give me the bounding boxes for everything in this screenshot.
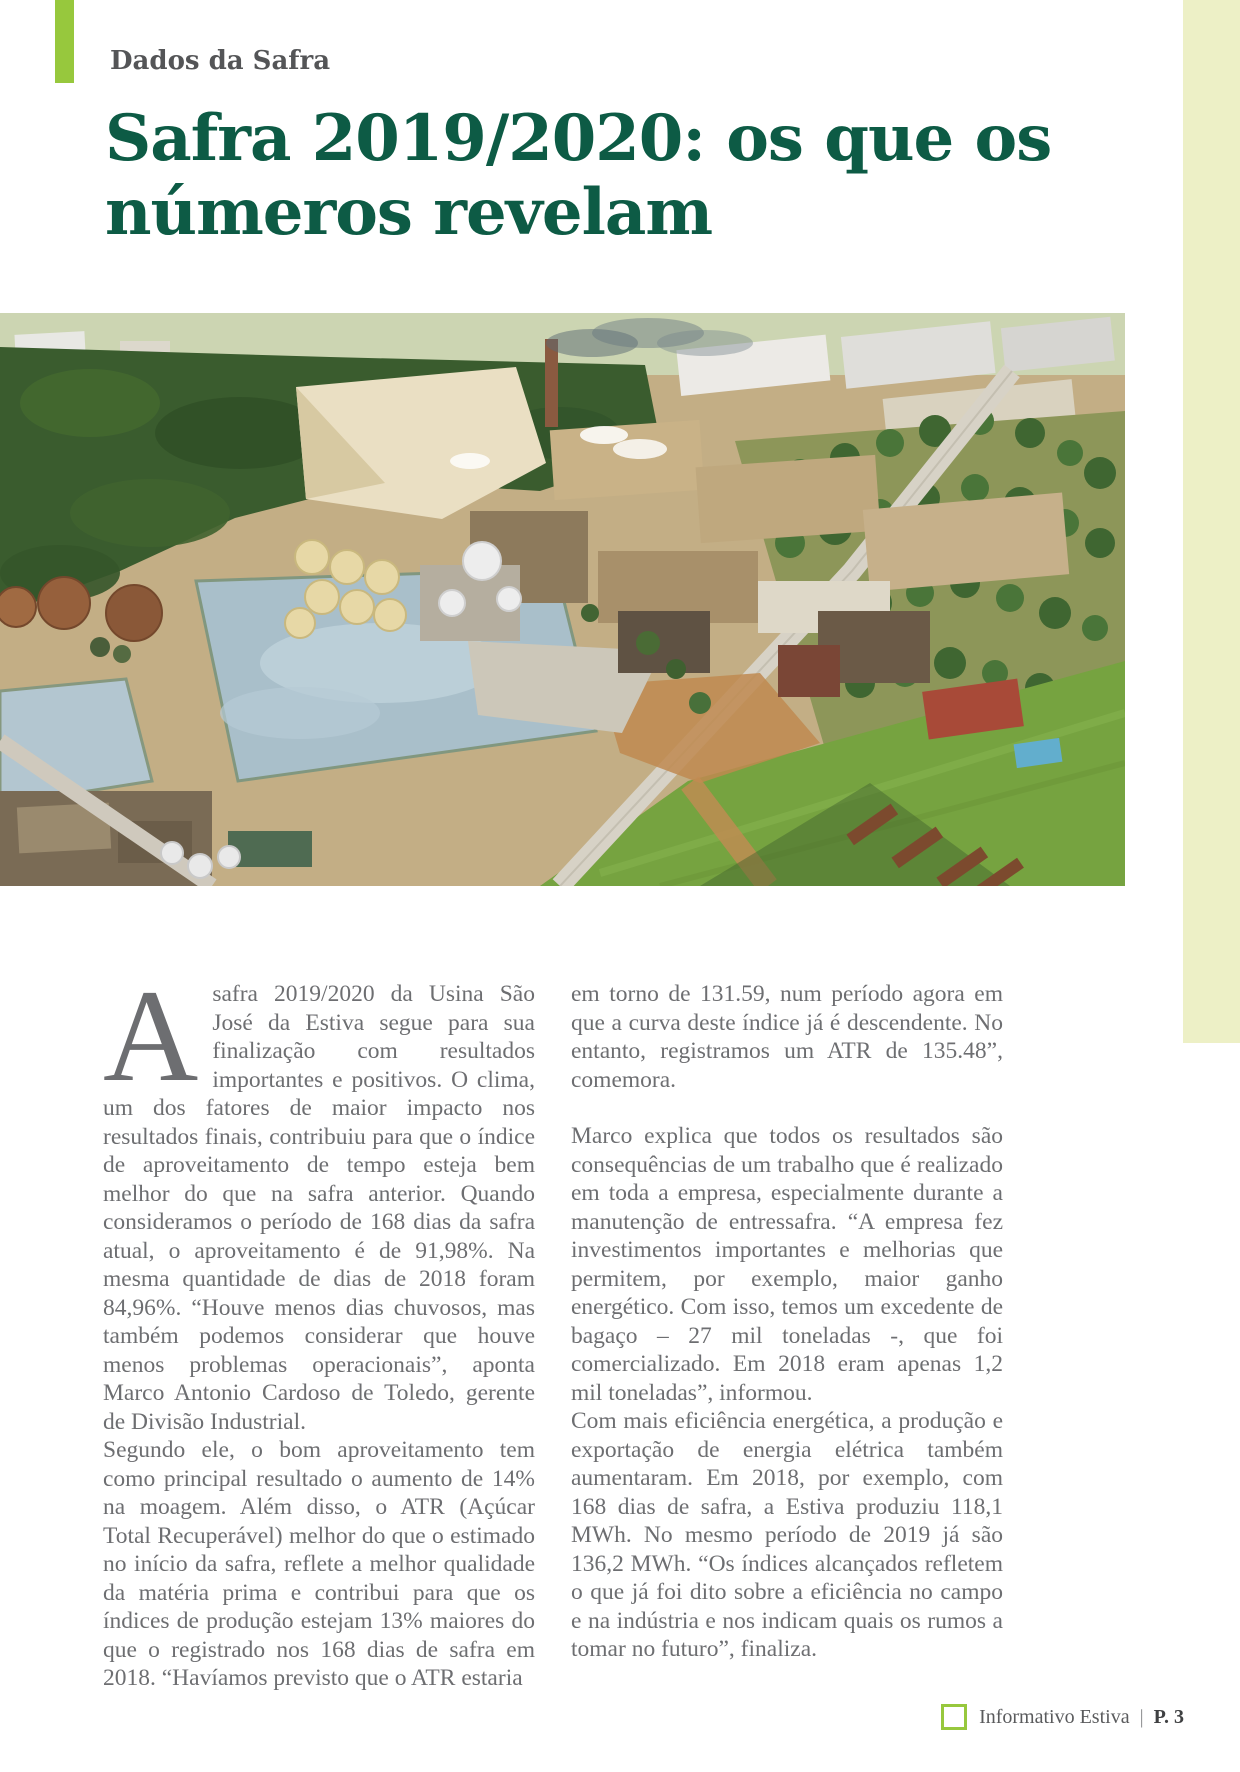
paragraph: Com mais eficiência energética, a produção e exportação de energia elétrica também aumentaram. Em 2018, por exemplo, com 168 dias de safra, a Estiva produziu 118,1 MWh. No mesmo período de 2019 já são 136,2 MWh. “Os índices alcançados refletem o que já foi dito sobre a eficiência no campo e na indústria e nos indicam quais os rumos a tomar no futuro”, finaliza. <box>571 1408 1003 1662</box>
page-title-line-1: Safra 2019/2020: os que os <box>105 101 1052 176</box>
paragraph: em torno de 131.59, num período agora em que a curva deste índice já é descendente. No entanto, registramos um ATR de 135.48”, comemora. <box>571 981 1003 1093</box>
page-title <box>105 102 1051 250</box>
footer-publication: Informativo Estiva <box>979 1705 1130 1728</box>
section-kicker: Dados da Safra <box>110 46 331 76</box>
aerial-photo-illustration <box>0 313 1125 886</box>
paragraph: Marco explica que todos os resultados são consequências de um trabalho que é realizado em toda a empresa, especialmente durante a manutenção de entressafra. “A empresa fez investimentos importantes e melhorias que permitem, por exemplo, maior ganho energético. Com isso, temos um excedente de bagaço – 27 mil toneladas -, que foi comercializado. Em 2018 eram apenas 1,2 mil toneladas”, informou. <box>571 1123 1003 1406</box>
article-column-left <box>103 962 535 1693</box>
article-photo <box>0 313 1125 886</box>
paragraph-lead <box>103 962 535 1436</box>
footer-page-number: P. 3 <box>1153 1705 1184 1728</box>
kicker-accent-bar <box>55 0 74 83</box>
article-body <box>103 962 1003 1693</box>
page-title-line-2: números revelam <box>105 175 713 250</box>
page-footer <box>941 1704 1184 1730</box>
right-edge-accent-bar <box>1183 0 1240 1043</box>
paragraph-lead-text: safra 2019/2020 da Usina São José da Estiva segue para sua finalização com resultados importantes e positivos. O clima, um dos fatores de maior impacto nos resultados finais, contribuiu para que o índice de aproveitamento de tempo esteja bem melhor do que na safra anterior. Quando consideramos o período de 168 dias da safra atual, o aproveitamento é de 91,98%. Na mesma quantidade de dias de 2018 foram 84,96%. “Houve menos dias chuvosos, mas também podemos considerar que houve menos problemas operacionais”, aponta Marco Antonio Cardoso de Toledo, gerente de Divisão Industrial. <box>103 981 535 1435</box>
footer-separator: | <box>1139 1705 1144 1728</box>
paragraph: Segundo ele, o bom aproveitamento tem como principal resultado o aumento de 14% na moagem. Além disso, o ATR (Açúcar Total Recuperável) melhor do que o estimado no início da safra, reflete a melhor qualidade da matéria prima e contribui para que os índices de produção estejam 13% maiores do que o registrado nos 168 dias de safra em 2018. “Havíamos previsto que o ATR estaria <box>103 1437 535 1691</box>
footer-square-icon <box>941 1704 967 1730</box>
article-column-right <box>571 980 1003 1693</box>
drop-cap: A <box>103 962 199 1109</box>
